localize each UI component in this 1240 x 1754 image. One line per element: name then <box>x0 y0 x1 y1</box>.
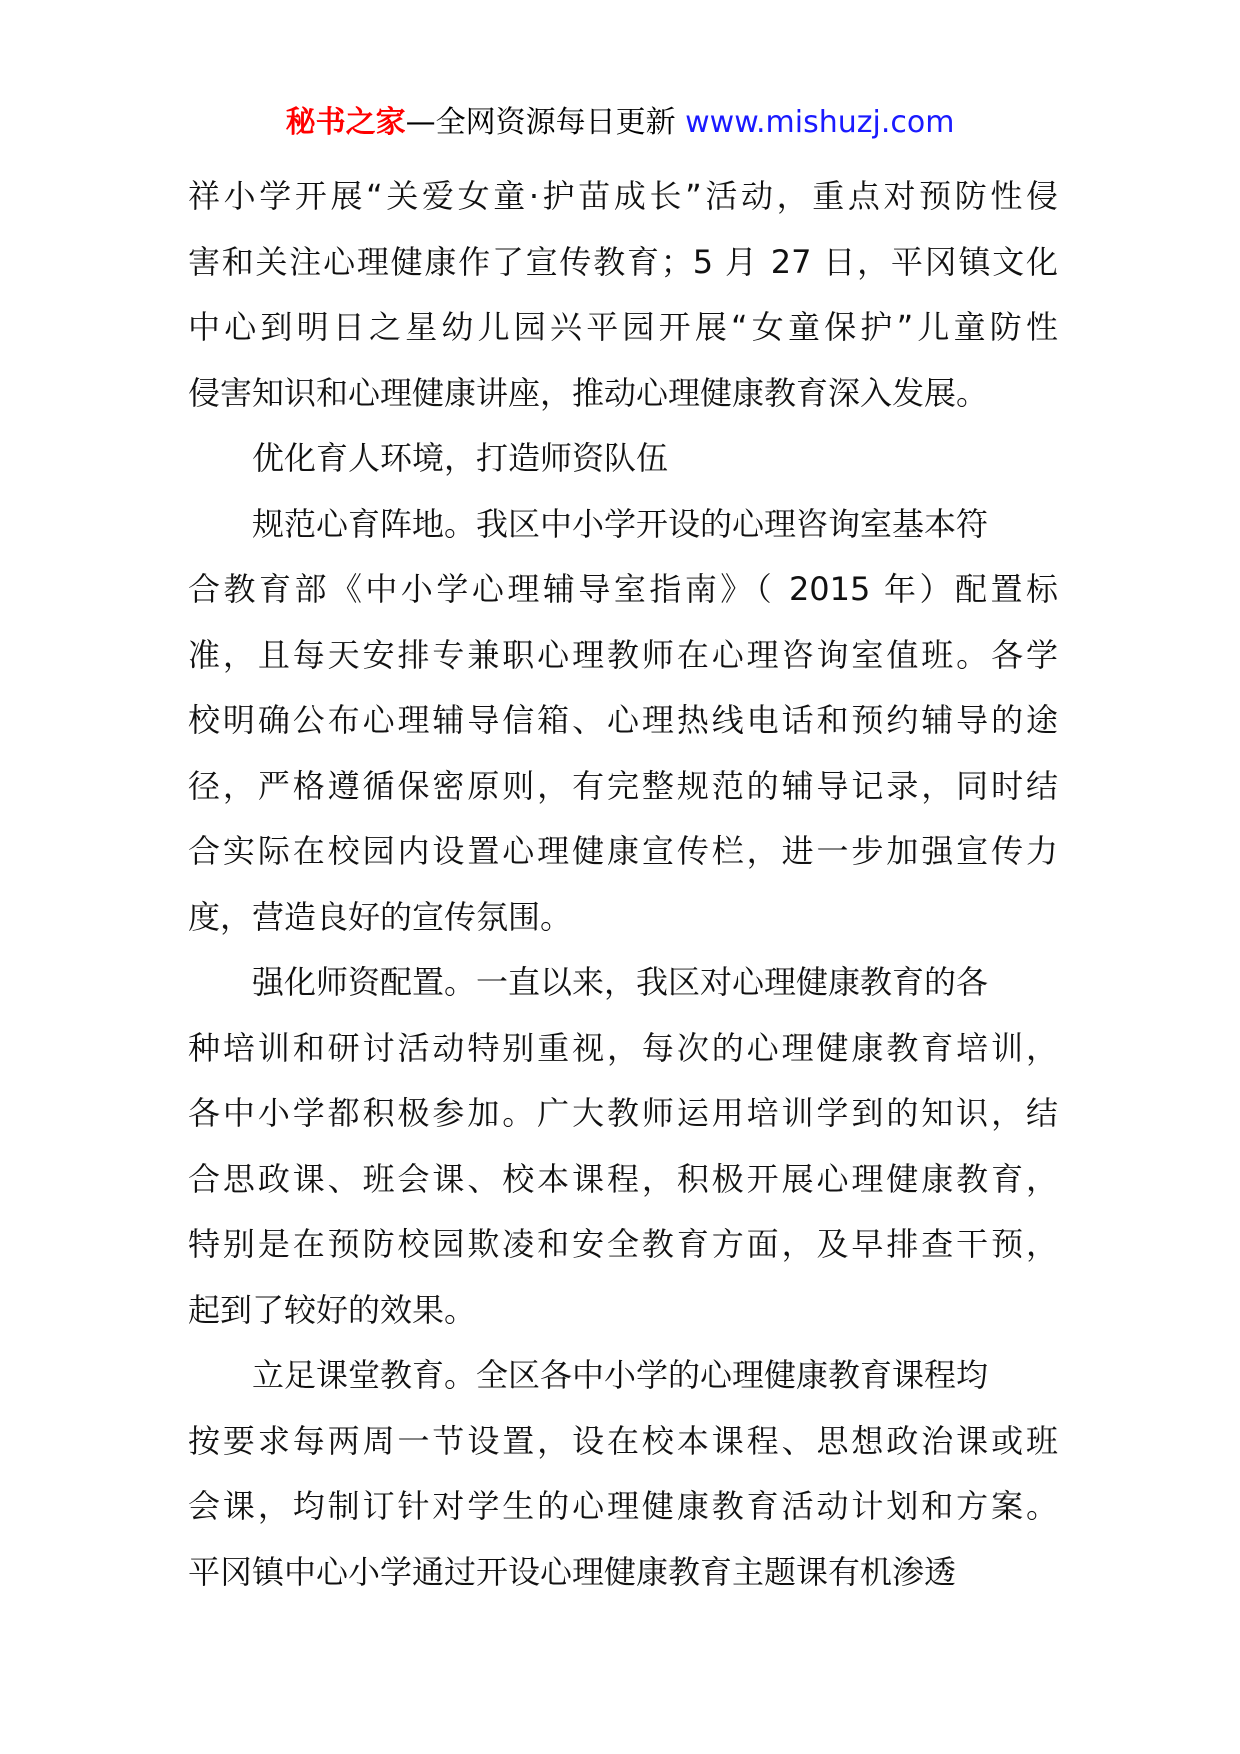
paragraph-line: 害和关注心理健康作了宣传教育；5 月 27 日，平冈镇文化 <box>188 242 1058 281</box>
paragraph-first-line: 规范心育阵地。我区中小学开设的心理咨询室基本符 <box>252 504 989 543</box>
paragraph-first-line: 立足课堂教育。全区各中小学的心理健康教育课程均 <box>252 1356 989 1394</box>
paragraph-line: 校明确公布心理辅导信箱、心理热线电话和预约辅导的途 <box>188 701 1058 739</box>
paragraph-line: 准，且每天安排专兼职心理教师在心理咨询室值班。各学 <box>188 635 1058 674</box>
document-body <box>188 164 1058 1605</box>
site-tagline: —全网资源每日更新 <box>405 105 676 140</box>
paragraph-line: 合思政课、班会课、校本课程，积极开展心理健康教育， <box>188 1159 1058 1198</box>
paragraph-first-line: 强化师资配置。一直以来，我区对心理健康教育的各 <box>252 963 989 1001</box>
paragraph-first-line: 优化育人环境，打造师资队伍 <box>252 439 669 477</box>
paragraph-line: 径，严格遵循保密原则，有完整规范的辅导记录，同时结 <box>188 766 1058 805</box>
paragraph-line: 各中小学都积极参加。广大教师运用培训学到的知识，结 <box>188 1094 1058 1132</box>
paragraph-line: 合教育部《中小学心理辅导室指南》（ 2015 年）配置标 <box>188 570 1058 608</box>
paragraph-line: 平冈镇中心小学通过开设心理健康教育主题课有机渗透 <box>188 1552 957 1591</box>
site-header <box>0 98 1240 148</box>
paragraph-line: 种培训和研讨活动特别重视，每次的心理健康教育培训， <box>188 1028 1058 1067</box>
paragraph-line: 度，营造良好的宣传氛围。 <box>188 897 573 936</box>
paragraph-line: 会课，均制订针对学生的心理健康教育活动计划和方案。 <box>188 1487 1058 1525</box>
site-brand: 秘书之家 <box>285 105 406 140</box>
paragraph-line: 按要求每两周一节设置，设在校本课程、思想政治课或班 <box>188 1421 1058 1460</box>
paragraph-line: 合实际在校园内设置心理健康宣传栏，进一步加强宣传力 <box>188 832 1058 870</box>
site-url-link[interactable]: www.mishuzj.com <box>685 105 955 140</box>
paragraph-line: 特别是在预防校园欺凌和安全教育方面，及早排查干预， <box>188 1225 1058 1263</box>
paragraph-line: 侵害知识和心理健康讲座，推动心理健康教育深入发展。 <box>188 373 989 412</box>
paragraph-line: 起到了较好的效果。 <box>188 1290 477 1329</box>
paragraph-line: 祥小学开展“关爱女童·护苗成长”活动，重点对预防性侵 <box>188 177 1058 215</box>
paragraph-line: 中心到明日之星幼儿园兴平园开展“女童保护”儿童防性 <box>188 308 1058 346</box>
